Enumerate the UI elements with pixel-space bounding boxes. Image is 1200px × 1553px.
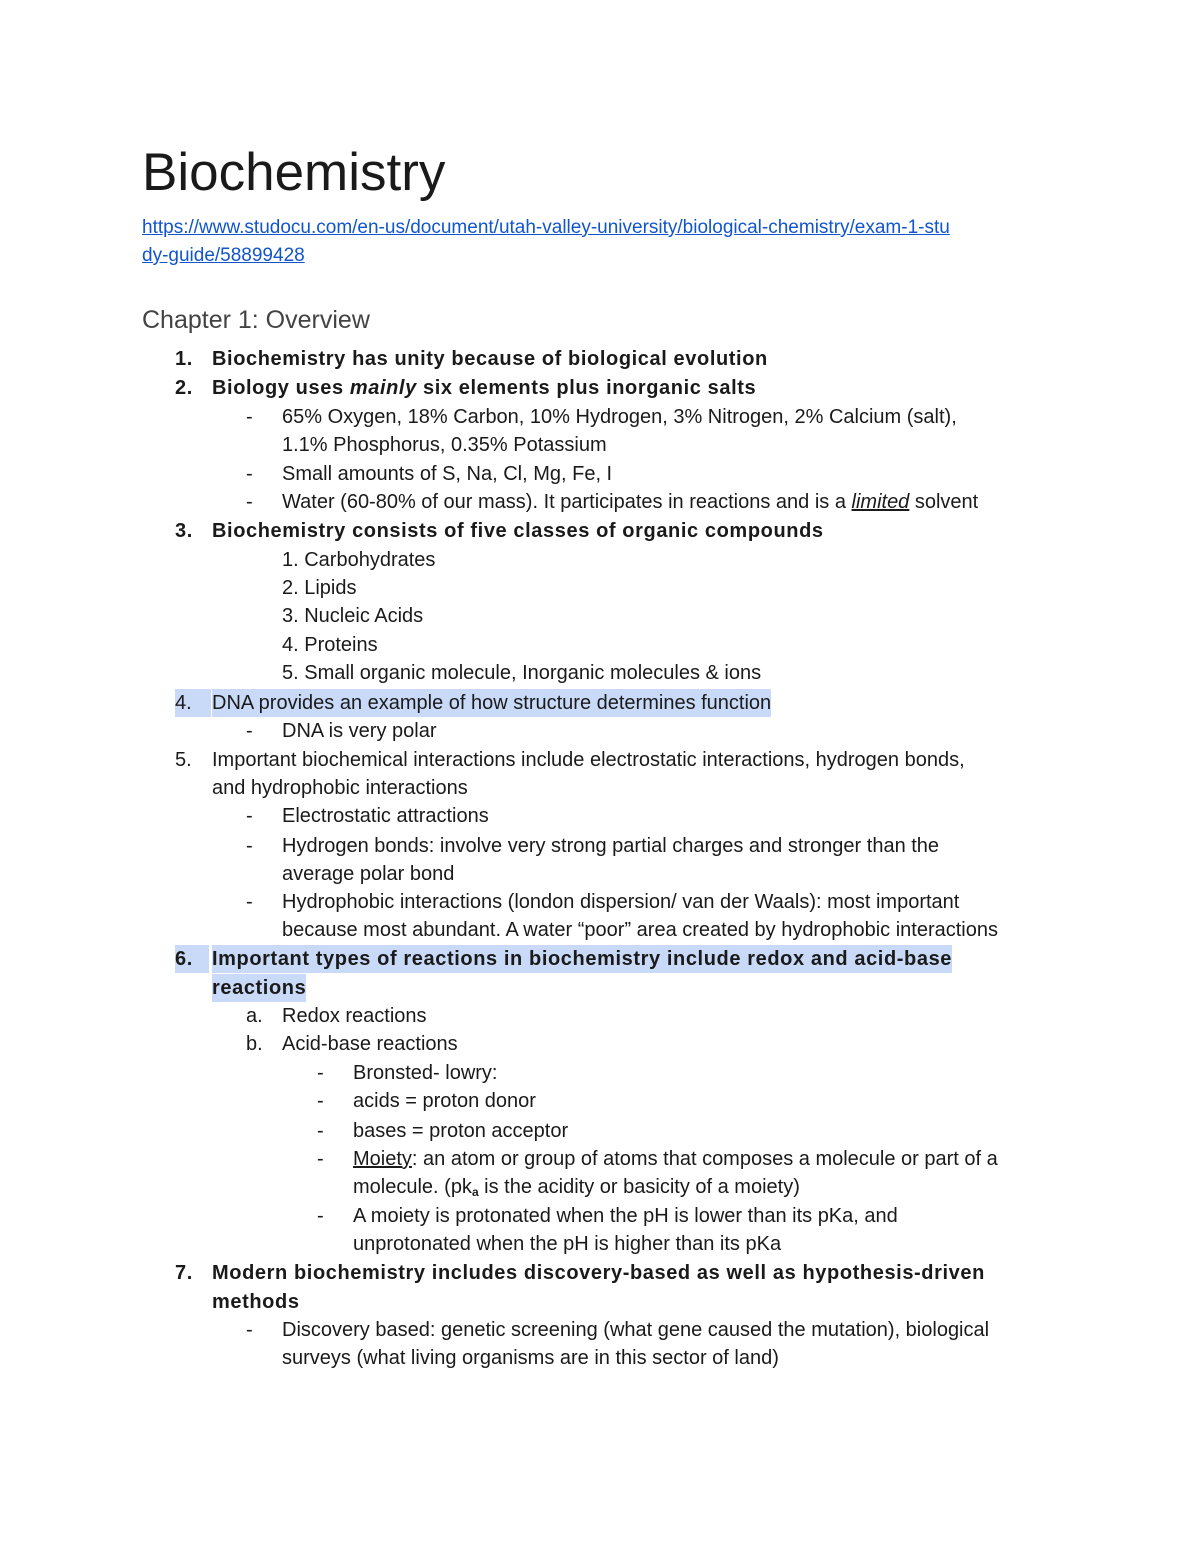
list-item-7-line-2: methods <box>212 1291 300 1313</box>
list-item-7-line-1: Modern biochemistry includes discovery-based as well as hypothesis-driven <box>212 1262 985 1284</box>
class-item: 4. Proteins <box>282 634 378 656</box>
list-number: 3. <box>175 520 193 542</box>
text-part: Water (60-80% of our mass). It participates in reactions and is a <box>282 491 852 513</box>
text-part: is the acidity or basicity of a moiety) <box>478 1176 800 1198</box>
sub-item-small-amounts: Small amounts of S, Na, Cl, Mg, Fe, I <box>282 463 613 485</box>
sub-item-electrostatic: Electrostatic attractions <box>282 805 489 827</box>
class-item: 2. Lipids <box>282 577 357 599</box>
bullet-dash: - <box>246 491 253 513</box>
sub-item-water <box>282 488 978 516</box>
class-item: 1. Carbohydrates <box>282 549 436 571</box>
term-moiety: Moiety <box>353 1148 412 1170</box>
subscript-a: a <box>471 1185 479 1199</box>
bullet-dash: - <box>317 1148 324 1170</box>
list-item-6-line-1: Important types of reactions in biochemistry include redox and acid-base <box>212 945 952 973</box>
text-part: solvent <box>909 491 979 513</box>
bullet-dash: - <box>246 805 253 827</box>
sub-item-hydrophobic-line-2: because most abundant. A water “poor” area created by hydrophobic interactions <box>282 919 998 941</box>
list-number: 5. <box>175 749 192 771</box>
document-title: Biochemistry <box>142 143 446 202</box>
sub-item-hydrogen-line-1: Hydrogen bonds: involve very strong partial charges and stronger than the <box>282 835 940 857</box>
list-item-5-line-2: and hydrophobic interactions <box>212 777 468 799</box>
sub-sub-item-acids: acids = proton donor <box>353 1090 536 1112</box>
sub-item-hydrogen-line-2: average polar bond <box>282 863 455 885</box>
list-number: 1. <box>175 348 193 370</box>
list-item-text: Biochemistry has unity because of biological evolution <box>212 348 768 370</box>
sub-sub-item-protonated-line-1: A moiety is protonated when the pH is lower than its pKa, and <box>353 1205 898 1227</box>
list-number: 2. <box>175 377 193 399</box>
bullet-dash: - <box>317 1120 324 1142</box>
sub-item-acid-base: Acid-base reactions <box>282 1033 458 1055</box>
bullet-dash: - <box>317 1062 324 1084</box>
source-url-line-2[interactable]: dy-guide/58899428 <box>142 245 305 266</box>
sub-sub-item-moiety-line-1 <box>353 1145 998 1173</box>
bullet-dash: - <box>246 1319 253 1341</box>
list-item-4-text: DNA provides an example of how structure determines function <box>212 689 771 717</box>
bullet-dash: - <box>246 406 253 428</box>
sub-item-discovery-line-1: Discovery based: genetic screening (what gene caused the mutation), biological <box>282 1319 990 1341</box>
chapter-heading: Chapter 1: Overview <box>142 306 370 334</box>
sub-sub-item-moiety-line-2 <box>353 1173 800 1201</box>
sub-label-b: b. <box>246 1033 263 1055</box>
source-url-line-1[interactable]: https://www.studocu.com/en-us/document/utah-valley-university/biological-chemistry/exam-1-stu <box>142 217 950 238</box>
list-number: 7. <box>175 1262 193 1284</box>
sub-item-discovery-line-2: surveys (what living organisms are in this sector of land) <box>282 1347 779 1369</box>
bullet-dash: - <box>246 463 253 485</box>
sub-sub-item-bronsted: Bronsted- lowry: <box>353 1062 498 1084</box>
list-item-text <box>212 374 756 402</box>
text-part: : an atom or group of atoms that composes a molecule or part of a <box>411 1148 998 1170</box>
bullet-dash: - <box>246 891 253 913</box>
sub-item-hydrophobic-line-1: Hydrophobic interactions (london dispersion/ van der Waals): most important <box>282 891 960 913</box>
sub-label-a: a. <box>246 1005 263 1027</box>
emphasis-limited: limited <box>851 491 910 513</box>
list-item-6-line-2: reactions <box>212 974 306 1002</box>
sub-sub-item-protonated-line-2: unprotonated when the pH is higher than its pKa <box>353 1233 782 1255</box>
list-number: 4. <box>175 689 211 717</box>
text-part: six elements plus inorganic salts <box>416 377 757 399</box>
sub-item-elements-line-1: 65% Oxygen, 18% Carbon, 10% Hydrogen, 3% Nitrogen, 2% Calcium (salt), <box>282 406 957 428</box>
sub-item-redox: Redox reactions <box>282 1005 427 1027</box>
text-part: Biology uses <box>212 377 350 399</box>
list-item-5-line-1: Important biochemical interactions include electrostatic interactions, hydrogen bonds, <box>212 749 965 771</box>
bullet-dash: - <box>317 1090 324 1112</box>
text-part: molecule. (pk <box>353 1176 472 1198</box>
sub-item-dna-polar: DNA is very polar <box>282 720 437 742</box>
bullet-dash: - <box>246 835 253 857</box>
emphasis-mainly: mainly <box>349 377 417 399</box>
source-url-link[interactable] <box>142 214 1072 270</box>
list-item-text: Biochemistry consists of five classes of organic compounds <box>212 520 824 542</box>
list-number: 6. <box>175 945 209 973</box>
class-item: 3. Nucleic Acids <box>282 605 424 627</box>
sub-item-elements-line-2: 1.1% Phosphorus, 0.35% Potassium <box>282 434 607 456</box>
bullet-dash: - <box>317 1205 324 1227</box>
class-item: 5. Small organic molecule, Inorganic molecules & ions <box>282 662 762 684</box>
sub-sub-item-bases: bases = proton acceptor <box>353 1120 569 1142</box>
bullet-dash: - <box>246 720 253 742</box>
